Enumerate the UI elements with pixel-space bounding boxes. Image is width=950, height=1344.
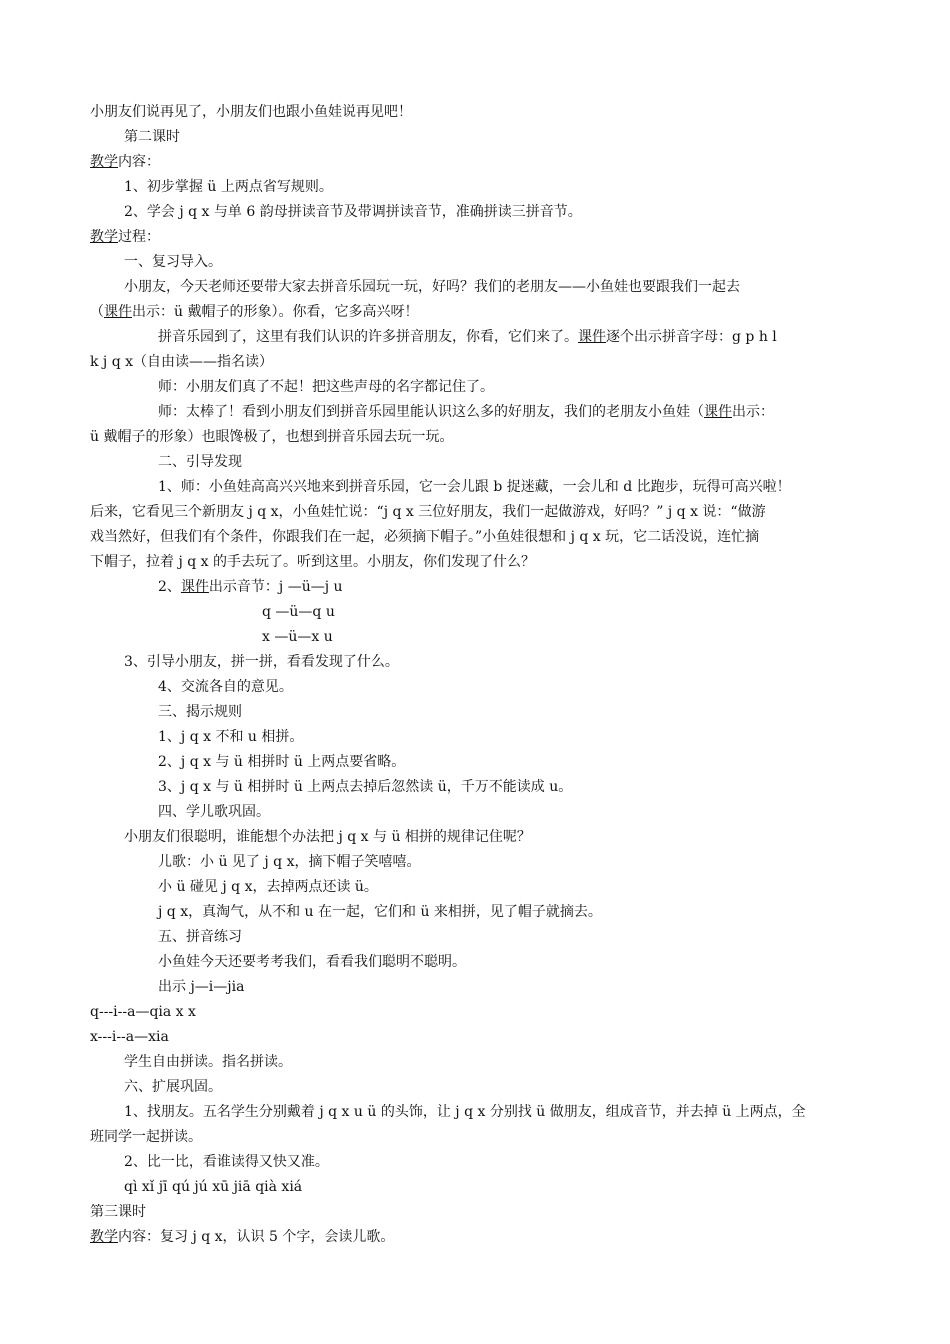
syllable-line: q---i--a—qia x x xyxy=(90,1004,196,1020)
underlined-term: 课件 xyxy=(104,304,132,320)
section-heading: 四、学儿歌巩固。 xyxy=(158,804,270,820)
text-span: 出示：ü 戴帽子的形象）。你看，它多高兴呀！ xyxy=(132,304,419,320)
text-line: 一、复习导入。 xyxy=(124,254,222,270)
text-line xyxy=(90,151,160,173)
text-line: 1、j q x 不和 u 相拼。 xyxy=(158,729,304,745)
section-heading: 三、揭示规则 xyxy=(158,704,242,720)
text-line xyxy=(90,1226,394,1248)
text-span: 内容： xyxy=(118,154,160,170)
text-span: 出示音节：j —ü—j u xyxy=(208,579,343,595)
section-heading: 第二课时 xyxy=(124,129,180,145)
underlined-term: 课件 xyxy=(578,329,606,345)
section-heading: 二、引导发现 xyxy=(158,454,242,470)
text-line: 3、引导小朋友，拼一拼，看看发现了什么。 xyxy=(124,654,399,670)
text-span: 2、 xyxy=(158,579,181,595)
text-line: 班同学一起拼读。 xyxy=(90,1129,202,1145)
text-line: 出示 j—i—jia xyxy=(158,979,245,995)
text-line: 后来，它看见三个新朋友 j q x，小鱼娃忙说：“j q x 三位好朋友，我们一起做游戏，好吗？” j q x 说：“做游 xyxy=(90,504,766,520)
text-line xyxy=(90,226,160,248)
text-span: 逐个出示拼音字母：g p h l xyxy=(606,329,777,345)
section-heading: 五、拼音练习 xyxy=(158,929,242,945)
underlined-term: 教学 xyxy=(90,1229,118,1245)
text-line: 学生自由拼读。指名拼读。 xyxy=(124,1054,292,1070)
text-line: 2、比一比，看谁读得又快又准。 xyxy=(124,1154,329,1170)
text-line: 小朋友们很聪明，谁能想个办法把 j q x 与 ü 相拼的规律记住呢？ xyxy=(124,829,531,845)
text-span: （ xyxy=(90,304,104,320)
text-span: 拼音乐园到了，这里有我们认识的许多拼音朋友，你看，它们来了。 xyxy=(158,329,578,345)
text-line: 1、师：小鱼娃高高兴兴地来到拼音乐园，它一会儿跟 b 捉迷藏，一会儿和 d 比跑步，玩得可高兴啦！ xyxy=(158,479,791,495)
text-line xyxy=(158,576,343,598)
syllable-line: qì xǐ jī qú jú xū jiā qià xiá xyxy=(124,1179,303,1195)
section-heading: 第三课时 xyxy=(90,1204,146,1220)
syllable-line: q —ü—q u xyxy=(262,604,335,620)
underlined-term: 课件 xyxy=(704,404,732,420)
text-line: 1、初步掌握 ü 上两点省写规则。 xyxy=(124,179,333,195)
text-line: 下帽子，拉着 j q x 的手去玩了。听到这里。小朋友，你们发现了什么？ xyxy=(90,554,535,570)
text-span: 内容：复习 j q x，认识 5 个字，会读儿歌。 xyxy=(118,1229,395,1245)
text-line: 小鱼娃今天还要考考我们，看看我们聪明不聪明。 xyxy=(158,954,466,970)
text-line xyxy=(158,401,774,423)
text-line: j q x，真淘气，从不和 u 在一起，它们和 ü 来相拼，见了帽子就摘去。 xyxy=(158,904,602,920)
text-line: ü 戴帽子的形象）也眼馋极了，也想到拼音乐园去玩一玩。 xyxy=(90,429,454,445)
text-span: 过程： xyxy=(118,229,160,245)
text-line: 2、j q x 与 ü 相拼时 ü 上两点要省略。 xyxy=(158,754,406,770)
underlined-term: 课件 xyxy=(180,579,209,595)
syllable-line: x —ü—x u xyxy=(262,629,333,645)
syllable-line: x---i--a—xia xyxy=(90,1029,169,1045)
text-line xyxy=(158,326,777,348)
text-line: 师：小朋友们真了不起！把这些声母的名字都记住了。 xyxy=(158,379,494,395)
text-line: 3、j q x 与 ü 相拼时 ü 上两点去掉后忽然读 ü，千万不能读成 u。 xyxy=(158,779,573,795)
text-line: 儿歌：小 ü 见了 j q x，摘下帽子笑嘻嘻。 xyxy=(158,854,421,870)
text-line: k j q x（自由读——指名读） xyxy=(90,354,274,370)
text-span: 出示： xyxy=(732,404,774,420)
text-line: 4、交流各自的意见。 xyxy=(158,679,293,695)
text-line: 1、找朋友。五名学生分别戴着 j q x u ü 的头饰，让 j q x 分别找 ü 做朋友，组成音节，并去掉 ü 上两点，全 xyxy=(124,1104,806,1120)
underlined-term: 教学 xyxy=(90,154,118,170)
text-line: 小 ü 碰见 j q x，去掉两点还读 ü。 xyxy=(158,879,378,895)
underlined-term: 教学 xyxy=(90,229,118,245)
text-line xyxy=(90,301,418,323)
section-heading: 六、扩展巩固。 xyxy=(124,1079,222,1095)
text-line: 2、学会 j q x 与单 6 韵母拼读音节及带调拼读音节，准确拼读三拼音节。 xyxy=(124,204,582,220)
text-line: 小朋友们说再见了，小朋友们也跟小鱼娃说再见吧！ xyxy=(90,104,412,120)
text-line: 小朋友，今天老师还要带大家去拼音乐园玩一玩，好吗？我们的老朋友——小鱼娃也要跟我们一起去 xyxy=(124,279,740,295)
text-span: 师：太棒了！看到小朋友们到拼音乐园里能认识这么多的好朋友，我们的老朋友小鱼娃（ xyxy=(158,404,704,420)
text-line: 戏当然好，但我们有个条件，你跟我们在一起，必须摘下帽子。”小鱼娃很想和 j q x 玩，它二话没说，连忙摘 xyxy=(90,529,760,545)
